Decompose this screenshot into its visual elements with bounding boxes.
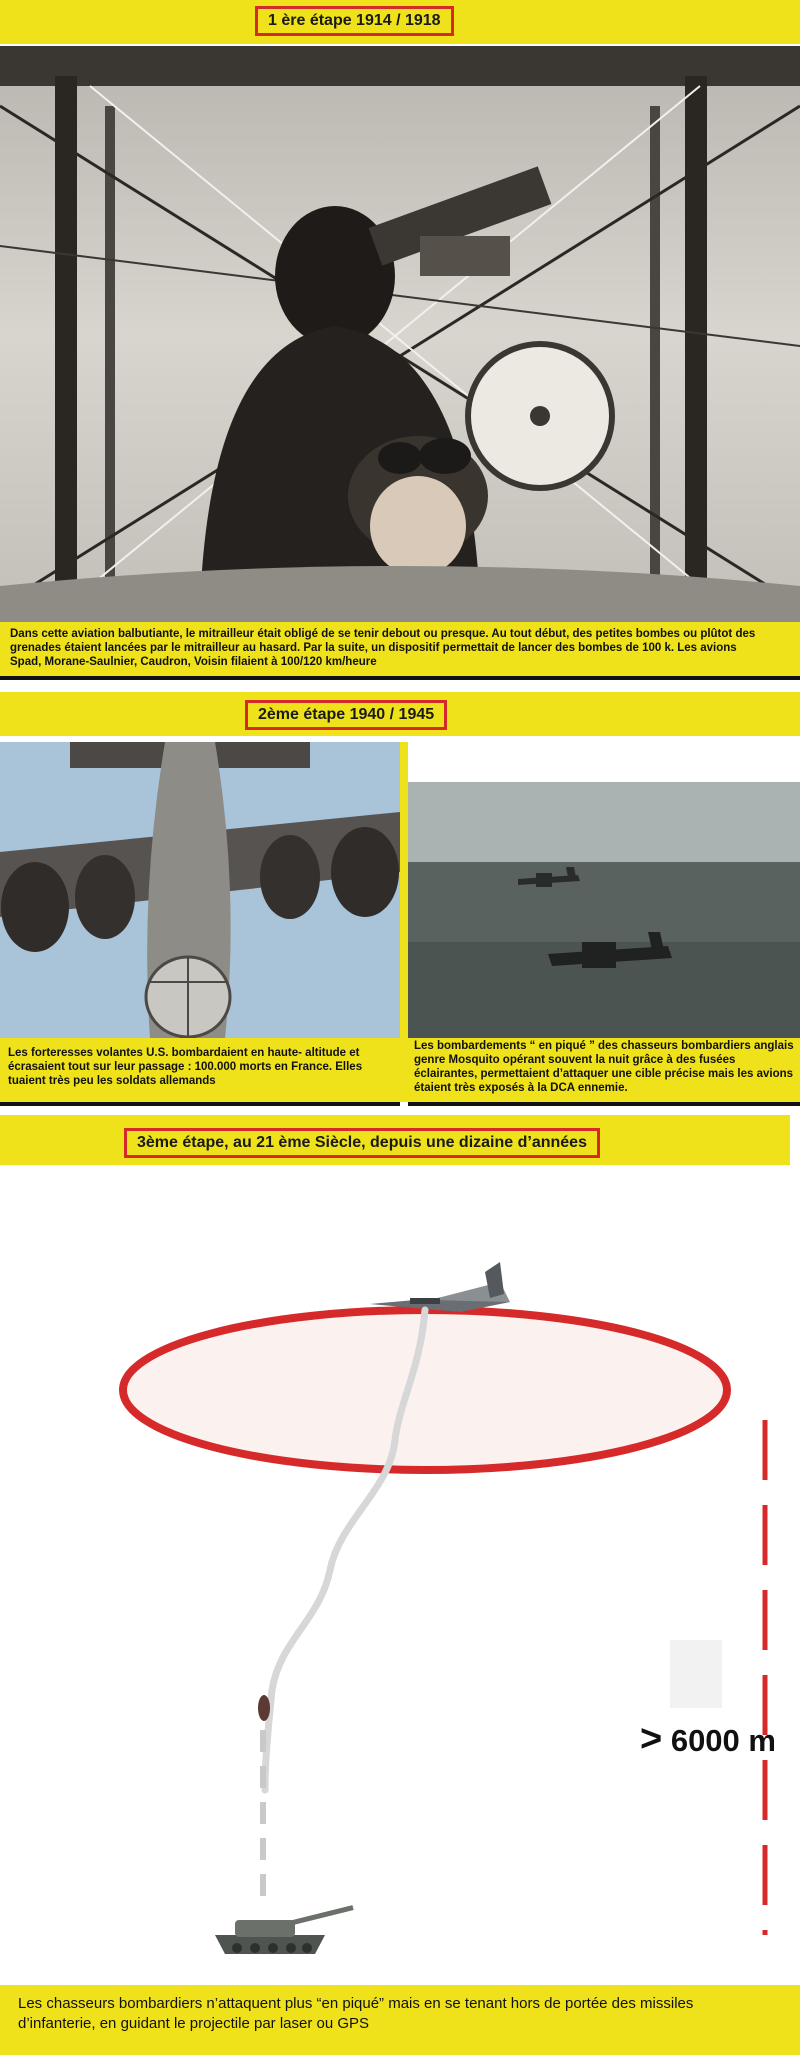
- stage3-title: 3ème étape, au 21 ème Siècle, depuis une dizaine d’années: [124, 1128, 600, 1158]
- stage2-title: 2ème étape 1940 / 1945: [245, 700, 447, 730]
- altitude-label: [640, 1718, 776, 1761]
- stage2-photo-mosquito: [408, 742, 800, 1038]
- stage2-caption-left: Les forteresses volantes U.S. bombardaient en haute- altitude et écrasaient tout sur leur passage : 100.000 morts en France. Elles tuaient très peu les soldats allemands: [8, 1047, 363, 1087]
- stage3-diagram: [0, 1170, 800, 1982]
- stage3-caption: Les chasseurs bombardiers n’attaquent plus “en piqué” mais en se tenant hors de portée des missiles d’infanterie, en guidant le projectile par laser ou GPS: [18, 1995, 694, 2032]
- stage2-caption-right: Les bombardements “ en piqué ” des chasseurs bombardiers anglais genre Mosquito opérant souvent la nuit grâce à des fusées éclairantes, permettaient d’attaquer une cible précise mais les avions étaient très exposés à la DCA ennemie.: [414, 1040, 794, 1094]
- stage1-photo-gunner: [0, 46, 800, 622]
- altitude-value: 6000 m: [670, 1723, 776, 1758]
- stage2-photo-fortress: [0, 742, 400, 1038]
- jet-icon: [370, 1262, 510, 1312]
- stage1-caption: Dans cette aviation balbutiante, le mitrailleur était obligé de se tenir debout ou presque. Au tout début, des petites bombes ou plûtot des grenades étaient lancées par le mitrailleur au hasard. Par la suite, un dispositif permettait de lancer des bombes de 100 k. Les avions Spad, Morane-Saulnier, Caudron, Voisin filaient à 100/120 km/heure: [10, 628, 756, 668]
- bomb-icon: [258, 1695, 270, 1721]
- tank-icon: [215, 1905, 354, 1954]
- stage2-divider: [400, 742, 408, 1102]
- stage1-title: 1 ère étape 1914 / 1918: [255, 6, 454, 36]
- altitude-symbol: >: [640, 1718, 663, 1760]
